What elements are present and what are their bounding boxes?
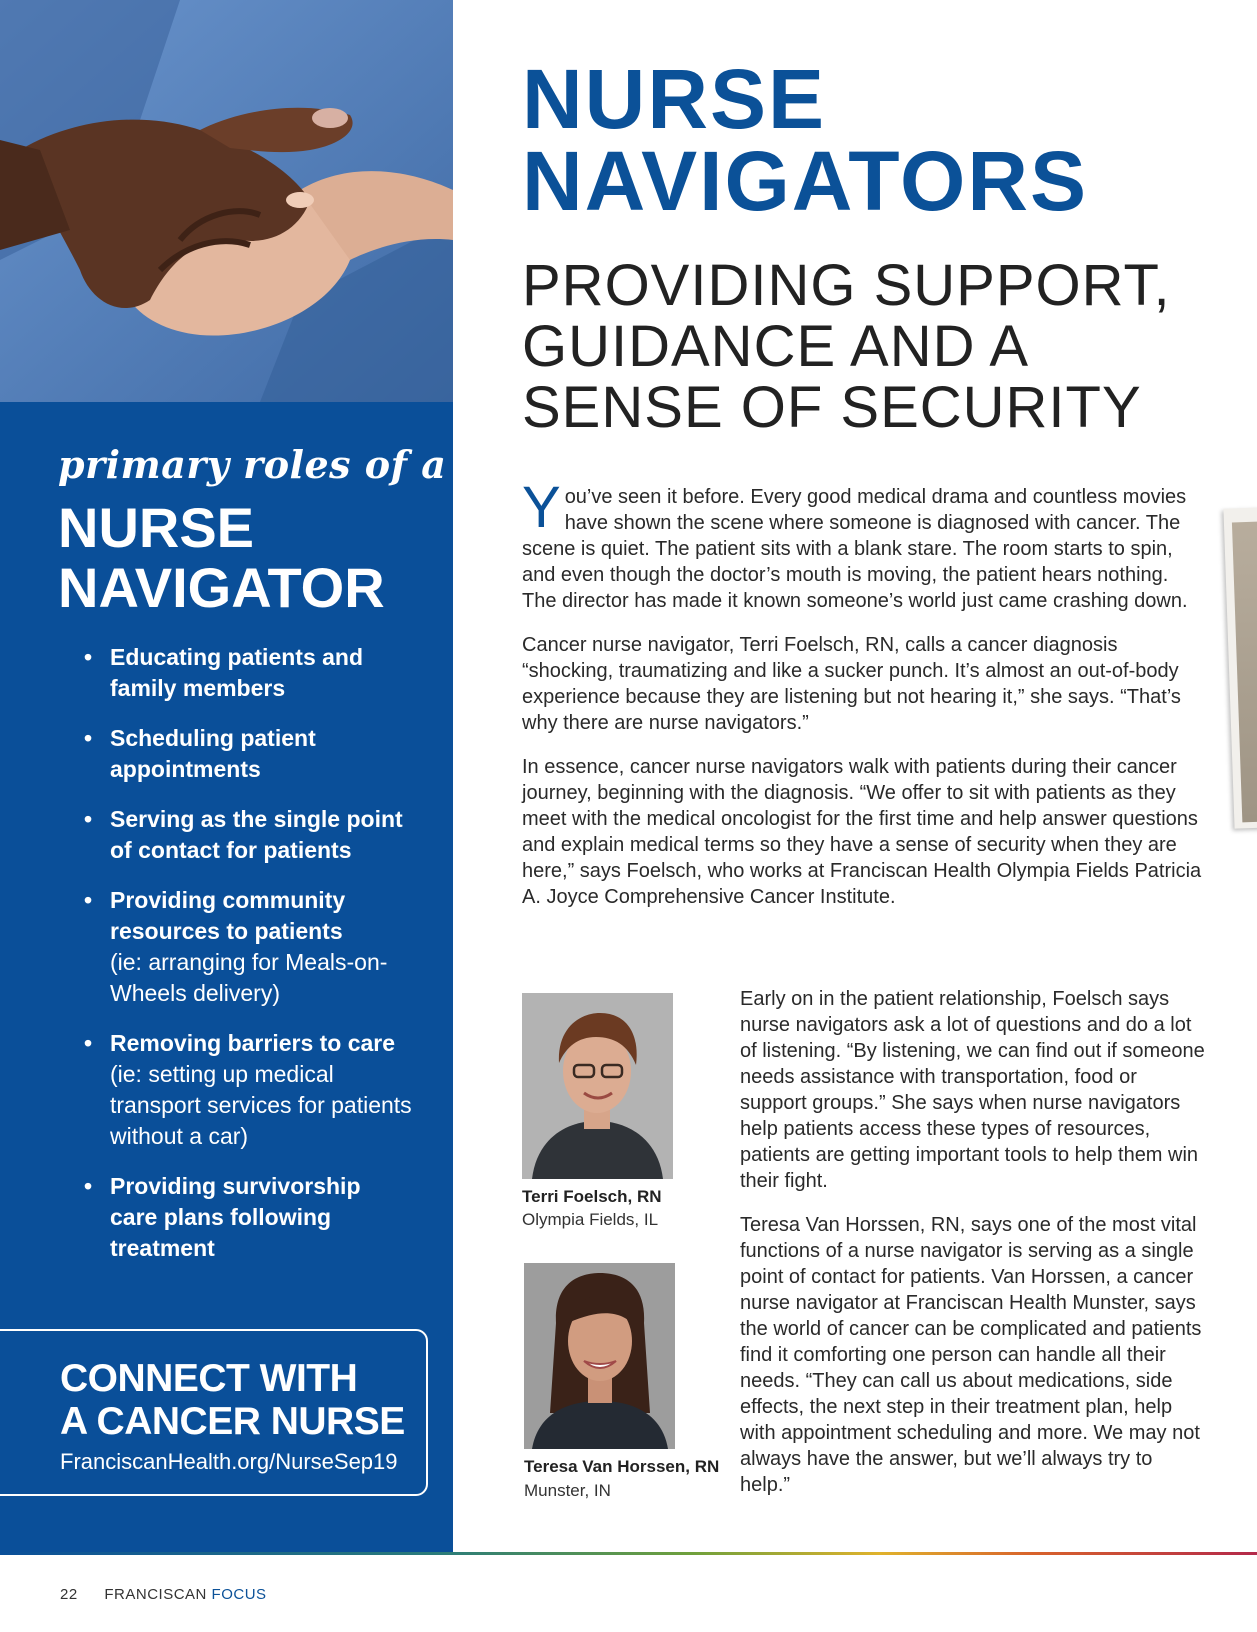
portrait-teresa-van-horssen: [524, 1263, 675, 1449]
paragraph: Cancer nurse navigator, Terri Foelsch, RN, calls a cancer diagnosis “shocking, traumatizing and like a sucker punch. It’s almost an out-of-body experience because they are listening but not hearing it,” she says. “That’s why there are nurse navigators.”: [522, 634, 1181, 734]
role-item: [84, 1028, 414, 1152]
roles-title-line-2: NAVIGATOR: [58, 556, 385, 619]
portrait-terri-foelsch: [522, 993, 673, 1179]
caption-location: Olympia Fields, IL: [522, 1210, 659, 1229]
footer-color-rule: [0, 1552, 1257, 1555]
headline-line-1: NURSE: [522, 52, 827, 146]
role-title: • Scheduling patient appointments: [110, 725, 316, 782]
caption-name: Terri Foelsch, RN: [522, 1187, 662, 1206]
article-subhead: [522, 255, 1222, 438]
role-item: [84, 1171, 414, 1264]
role-title: • Serving as the single point of contact for patients: [110, 806, 403, 863]
primary-roles-sidebar: [0, 402, 453, 1554]
page-number: 22: [60, 1586, 78, 1603]
page-footer: [60, 1586, 267, 1603]
publication-name: FRANCISCAN: [104, 1586, 207, 1603]
publication-name-accent: FOCUS: [211, 1586, 267, 1603]
drop-cap: Y: [522, 475, 561, 540]
role-title: • Removing barriers to care: [110, 1030, 396, 1056]
subhead-line-3: SENSE OF SECURITY: [522, 375, 1142, 440]
roles-list: [84, 642, 414, 1283]
paragraph: In essence, cancer nurse navigators walk with patients during their cancer journey, beginning with the diagnosis. “We offer to sit with patients as they meet with the medical oncologist for the first time and help answer questions and explain medical terms so they have a sense of security when they are here,” says Foelsch, who works at Franciscan Health Olympia Fields Patricia A. Joyce Comprehensive Cancer Institute.: [522, 756, 1202, 908]
caption-location: Munster, IN: [524, 1481, 611, 1500]
paragraph-intro: [522, 475, 1202, 614]
subhead-line-1: PROVIDING SUPPORT,: [522, 253, 1171, 318]
edge-photo-fragment: [1223, 507, 1257, 828]
role-note: (ie: setting up medical transport services for patients without a car): [110, 1061, 412, 1149]
subhead-line-2: GUIDANCE AND A: [522, 314, 1030, 379]
person-photo-icon: [524, 1263, 675, 1449]
edge-photo-image: [1232, 521, 1257, 822]
paragraph: Early on in the patient relationship, Foelsch says nurse navigators ask a lot of questions and do a lot of listening. “By listening, we can find out if someone needs assistance with transportation, food or support groups.” She says when nurse navigators help patients access these types of resources, patients are getting important tools to help them win their fight.: [740, 988, 1205, 1192]
holding-hands-illustration: [0, 0, 453, 402]
role-title: • Providing survivorship care plans following treatment: [110, 1173, 361, 1261]
connect-url-link[interactable]: FranciscanHealth.org/NurseSep19: [60, 1449, 398, 1474]
article-body-right-column: [740, 986, 1205, 1516]
roles-title-line-1: NURSE: [58, 496, 255, 559]
role-item: [84, 642, 414, 704]
connect-title-line-2: A CANCER NURSE: [60, 1400, 405, 1443]
role-note: (ie: arranging for Meals-on-Wheels delivery): [110, 949, 388, 1006]
article-body-top: [522, 475, 1202, 928]
caption-name: Teresa Van Horssen, RN: [524, 1457, 720, 1476]
connect-title-line-1: CONNECT WITH: [60, 1357, 358, 1400]
connect-callout: [0, 1329, 428, 1496]
roles-kicker: primary roles of a: [58, 442, 447, 487]
paragraph-intro-text: ou’ve seen it before. Every good medical drama and countless movies have shown the scene where someone is diagnosed with cancer. The scene is quiet. The patient sits with a blank stare. The room starts to spin, and even though the doctor’s mouth is moving, the patient hears nothing. The director has made it known someone’s world just came crashing down.: [522, 486, 1188, 612]
role-item: [84, 804, 414, 866]
article-headline: [522, 52, 1089, 228]
connect-title: [60, 1357, 420, 1443]
person-photo-icon: [522, 993, 673, 1179]
role-title: • Educating patients and family members: [110, 644, 364, 701]
hero-photo-holding-hands: [0, 0, 453, 402]
roles-title: [58, 498, 438, 618]
role-title: • Providing community resources to patients: [110, 887, 346, 944]
role-item: [84, 885, 414, 1009]
role-item: [84, 723, 414, 785]
paragraph: Teresa Van Horssen, RN, says one of the most vital functions of a nurse navigator is serving as a single point of contact for patients. Van Horssen, a cancer nurse navigator at Franciscan Health Munster, says the world of cancer can be complicated and patients find it comforting one person can handle all their needs. “They can call us about medications, side effects, the next step in their treatment plan, help with appointment scheduling and more. We may not always have the answer, but we’ll always try to help.”: [740, 1214, 1202, 1496]
headline-line-2: NAVIGATORS: [522, 134, 1089, 228]
